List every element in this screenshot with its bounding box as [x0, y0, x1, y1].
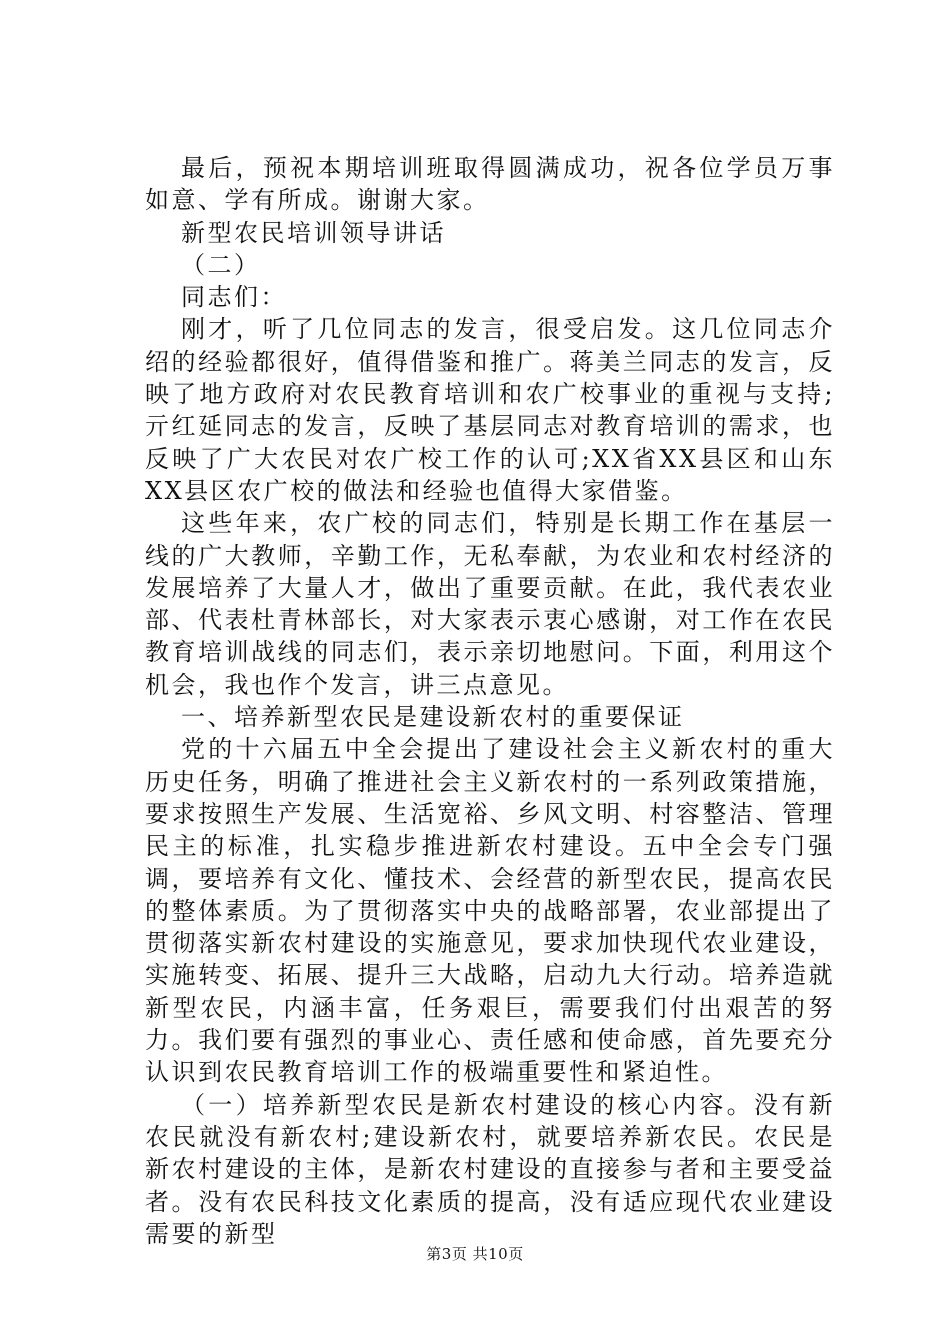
- speech-part-number: （二）: [181, 250, 261, 279]
- page-footer: 第3页 共10页: [426, 1245, 524, 1263]
- paragraph-section-1: 党的十六届五中全会提出了建设社会主义新农村的重大历史任务，明确了推进社会主义新农村的一系列政策措施，要求按照生产发展、生活宽裕、乡风文明、村容整洁、管理民主的标准，扎实稳步推进新农村建设。五中全会专门强调，要培养有文化、懂技术、会经营的新型农民，提高农民的整体素质。为了贯彻落实中央的战略部署，农业部提出了贯彻落实新农村建设的实施意见，要求加快现代农业建设，实施转变、拓展、提升三大战略，启动九大行动。培养造就新型农民，内涵丰富，任务艰巨，需要我们付出艰苦的努力。我们要有强烈的事业心、责任感和使命感，首先要充分认识到农民教育培训工作的极端重要性和紧迫性。: [145, 735, 835, 1087]
- paragraph-closing-wishes: 最后，预祝本期培训班取得圆满成功，祝各位学员万事如意、学有所成。谢谢大家。: [145, 154, 835, 215]
- paragraph-opening: 刚才，听了几位同志的发言，很受启发。这几位同志介绍的经验都很好，值得借鉴和推广。蒋美兰同志的发言，反映了地方政府对农民教育培训和农广校事业的重视与支持;亓红延同志的发言，反映了基层同志对教育培训的需求，也反映了广大农民对农广校工作的认可;XX省XX县区和山东XX县区农广校的做法和经验也值得大家借鉴。: [145, 315, 835, 505]
- document-body: [145, 152, 835, 1250]
- speech-title: 新型农民培训领导讲话: [181, 218, 446, 247]
- salutation: 同志们：: [181, 283, 287, 312]
- paragraph-subsection-1: （一）培养新型农民是新农村建设的核心内容。没有新农民就没有新农村;建设新农村，就要培养新农民。农民是新农村建设的主体，是新农村建设的直接参与者和主要受益者。没有农民科技文化素质的提高，没有适应现代农业建设需要的新型: [145, 1090, 835, 1248]
- paragraph-appreciation: 这些年来，农广校的同志们，特别是长期工作在基层一线的广大教师，辛勤工作，无私奉献，为农业和农村经济的发展培养了大量人才，做出了重要贡献。在此，我代表农业部、代表杜青林部长，对大家表示衷心感谢，对工作在农民教育培训战线的同志们，表示亲切地慰问。下面，利用这个机会，我也作个发言，讲三点意见。: [145, 509, 835, 699]
- section-heading-1: 一、培养新型农民是建设新农村的重要保证: [181, 703, 685, 732]
